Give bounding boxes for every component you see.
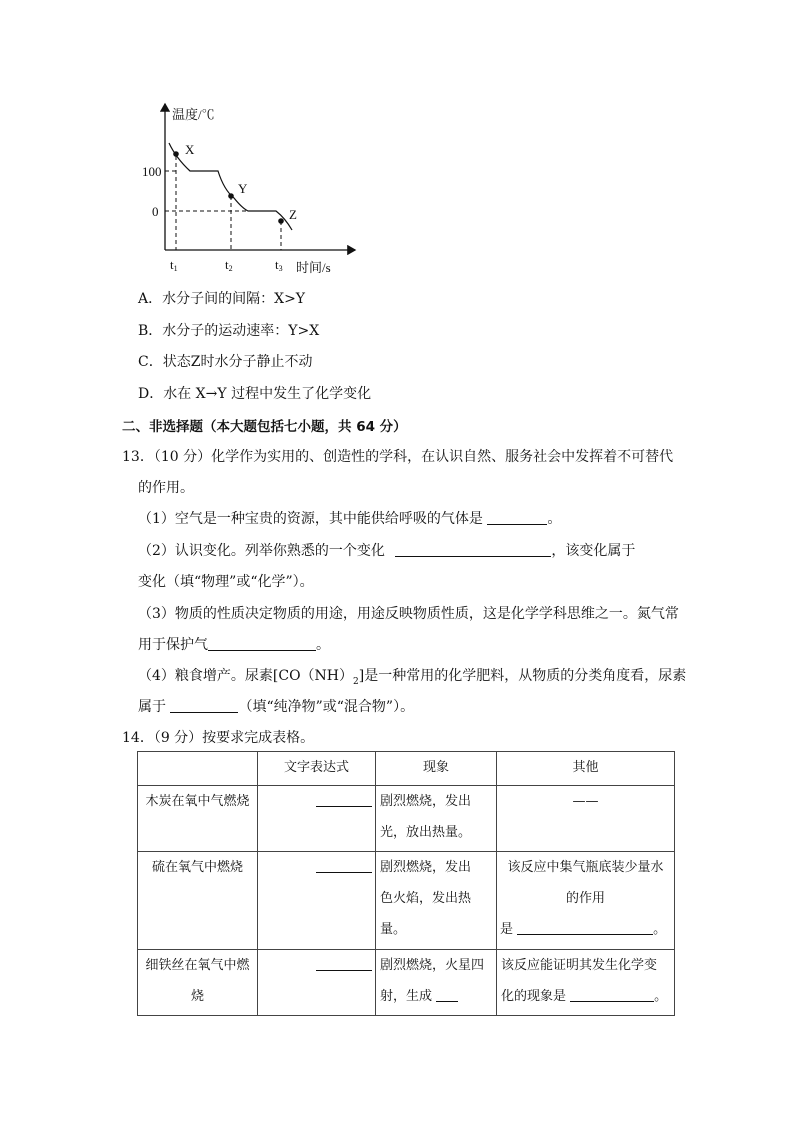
answer-blank[interactable] bbox=[570, 987, 654, 1002]
phenomenon-cell: 剧烈燃烧，发出 光，放出热量。 bbox=[376, 786, 497, 852]
end-mark: 。 bbox=[653, 922, 667, 937]
x-tick-t3: t3 bbox=[275, 257, 283, 273]
option-b: B．水分子的运动速率：Y>X bbox=[138, 323, 320, 339]
point-z bbox=[278, 218, 284, 224]
answer-blank[interactable] bbox=[487, 510, 547, 525]
q13-part3: （3）物质的性质决定物质的用途，用途反映物质性质，这是化学学科思维之一。氮气常 bbox=[138, 606, 679, 622]
y-tick-0: 0 bbox=[152, 204, 159, 219]
q13-part4-tail: （填“纯净物”或“混合物”）。 bbox=[238, 699, 415, 715]
phenomenon-cell: 剧烈燃烧，发出 色火焰，发出热量。 bbox=[376, 852, 497, 950]
other-cell: —— bbox=[497, 786, 675, 852]
y-tick-100: 100 bbox=[142, 164, 162, 179]
answer-blank[interactable] bbox=[517, 920, 653, 935]
other-cell: 该反应能证明其发生化学变 化的现象是 。 bbox=[497, 950, 675, 1016]
point-x-label: X bbox=[185, 142, 195, 157]
option-c: C．状态Z时水分子静止不动 bbox=[138, 354, 313, 370]
q13-part2-tail: ，该变化属于 bbox=[551, 543, 636, 559]
option-d: D．水在 X→Y 过程中发生了化学变化 bbox=[138, 386, 372, 402]
point-y-label: Y bbox=[238, 181, 248, 196]
q13-part3-text: 用于保护气 bbox=[138, 637, 208, 653]
q14-title: 14．（9 分）按要求完成表格。 bbox=[122, 730, 315, 746]
table-row bbox=[138, 786, 675, 852]
header-cell: 现象 bbox=[376, 752, 497, 786]
row-name: 细铁丝在氧气中燃 烧 bbox=[138, 950, 258, 1016]
expression-cell bbox=[258, 786, 376, 852]
expression-cell bbox=[258, 852, 376, 950]
answer-blank[interactable] bbox=[170, 698, 238, 713]
section-heading: 二、非选择题（本大题包括七小题，共 64 分） bbox=[122, 419, 407, 435]
answer-blank[interactable] bbox=[316, 956, 372, 971]
answer-blank[interactable] bbox=[436, 987, 458, 1002]
point-z-label: Z bbox=[289, 207, 297, 222]
q13-part4-lead: 属于 bbox=[138, 699, 171, 715]
table-row bbox=[138, 950, 675, 1016]
q13-part4 bbox=[138, 666, 686, 692]
q13-part4-line2 bbox=[138, 697, 414, 717]
x-axis-label: 时间/s bbox=[296, 260, 331, 275]
header-cell bbox=[138, 752, 258, 786]
q13-line2: 的作用。 bbox=[138, 480, 194, 496]
q13-part3-line2 bbox=[138, 635, 330, 655]
phenomenon-cell: 剧烈燃烧，火星四 射，生成 bbox=[376, 950, 497, 1016]
answer-blank[interactable] bbox=[316, 858, 372, 873]
q13-part3-end: 。 bbox=[316, 637, 330, 653]
answer-blank[interactable] bbox=[316, 792, 372, 807]
q13-part2 bbox=[138, 541, 635, 561]
answer-blank[interactable] bbox=[208, 636, 316, 651]
option-a: A．水分子间的间隔：X>Y bbox=[138, 291, 306, 307]
row-name: 木炭在氧中气燃烧 bbox=[138, 786, 258, 852]
other-cell: 该反应中集气瓶底装少量水 的作用 是 。 bbox=[497, 852, 675, 950]
table-row bbox=[138, 852, 675, 950]
q13-part4-text2: ]是一种常用的化学肥料，从物质的分类角度看，尿素 bbox=[358, 668, 687, 684]
q13-part2-line2: 变化（填“物理”或“化学”）。 bbox=[138, 574, 314, 590]
x-tick-t2: t2 bbox=[225, 257, 233, 273]
x-tick-t1: t1 bbox=[170, 257, 178, 273]
temperature-time-graph bbox=[142, 98, 365, 278]
row-name: 硫在氧气中燃烧 bbox=[138, 852, 258, 950]
header-cell: 其他 bbox=[497, 752, 675, 786]
q13-part4-text: （4）粮食增产。尿素[CO（NH） bbox=[138, 668, 354, 684]
q13-line1: 13．（10 分）化学作为实用的、创造性的学科，在认识自然、服务社会中发挥着不可替代 bbox=[122, 449, 674, 465]
q13-part1-text: （1）空气是一种宝贵的资源，其中能供给呼吸的气体是 bbox=[138, 511, 488, 527]
point-y bbox=[228, 193, 234, 199]
q13-part2-text: （2）认识变化。列举你熟悉的一个变化 bbox=[138, 543, 390, 559]
q13-part1 bbox=[138, 509, 561, 529]
q13-part1-end: 。 bbox=[547, 511, 562, 527]
table-header-row bbox=[138, 752, 675, 786]
q14-table bbox=[137, 751, 675, 1016]
point-x bbox=[173, 151, 179, 157]
expression-cell bbox=[258, 950, 376, 1016]
header-cell: 文字表达式 bbox=[258, 752, 376, 786]
y-axis-label: 温度/℃ bbox=[172, 107, 215, 122]
q13-part4-sub: 2 bbox=[353, 676, 359, 687]
answer-blank[interactable] bbox=[395, 542, 551, 557]
